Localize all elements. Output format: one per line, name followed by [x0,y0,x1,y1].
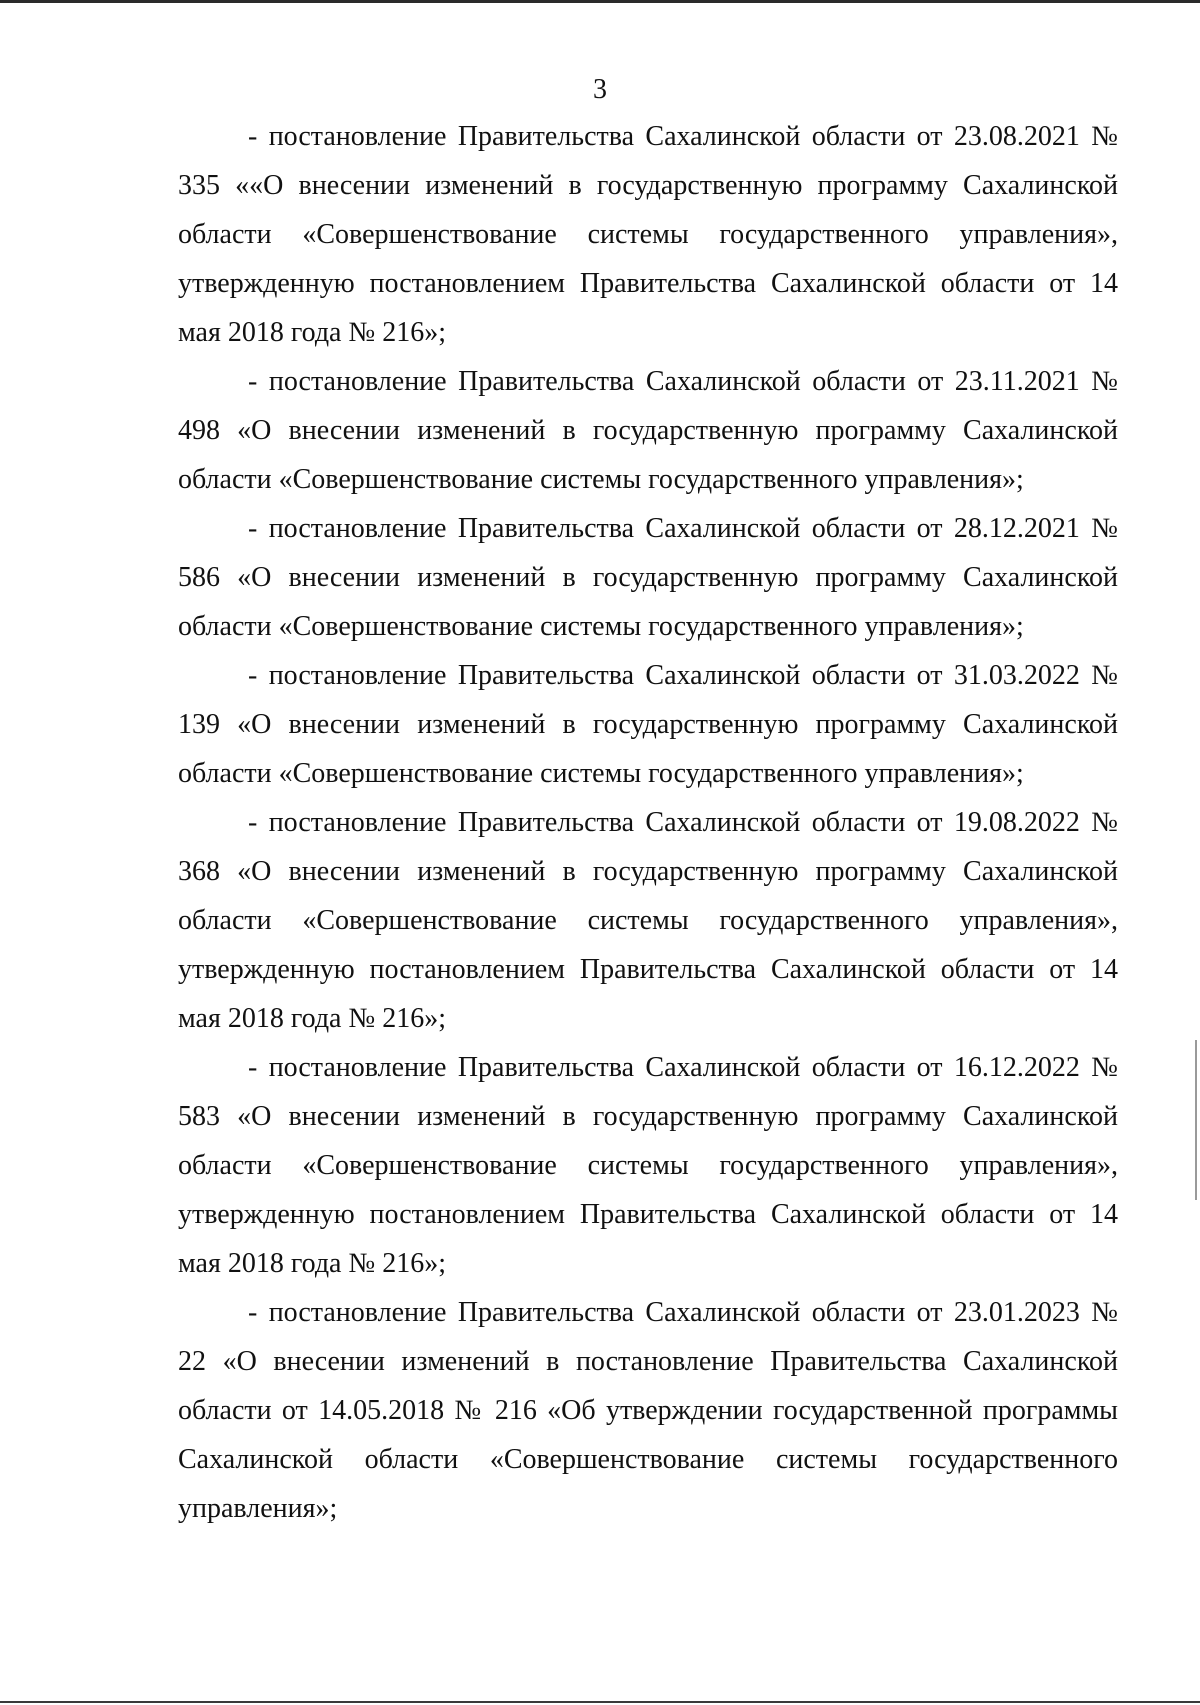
page-number: 3 [593,74,607,105]
paragraph-decree: - постановление Правительства Сахалинской области от 23.01.2023 № 22 «О внесении изменений в постановление Правительства Сахалинской области от 14.05.2018 № 216 «Об утверждении государственной программы Сахалинской области «Совершенствование системы государственного управления»; [178,1297,1118,1524]
paragraph-decree: - постановление Правительства Сахалинской области от 19.08.2022 № 368 «О внесении изменений в государственную программу Сахалинской области «Совершенствование системы государственного управления», утвержденную постановлением Правительства Сахалинской области от 14 мая 2018 года № 216»; [178,807,1118,1034]
paragraph-decree: - постановление Правительства Сахалинской области от 31.03.2022 № 139 «О внесении изменений в государственную программу Сахалинской области «Совершенствование системы государственного управления»; [178,660,1118,789]
scan-bottom-border [0,1701,1200,1703]
paragraph-decree: - постановление Правительства Сахалинской области от 16.12.2022 № 583 «О внесении изменений в государственную программу Сахалинской области «Совершенствование системы государственного управления», утвержденную постановлением Правительства Сахалинской области от 14 мая 2018 года № 216»; [178,1052,1118,1279]
scan-edge-mark [1195,1040,1197,1200]
paragraph-decree: - постановление Правительства Сахалинской области от 23.08.2021 № 335 ««О внесении изменений в государственную программу Сахалинской области «Совершенствование системы государственного управления», утвержденную постановлением Правительства Сахалинской области от 14 мая 2018 года № 216»; [178,121,1118,348]
paragraph-decree: - постановление Правительства Сахалинской области от 28.12.2021 № 586 «О внесении изменений в государственную программу Сахалинской области «Совершенствование системы государственного управления»; [178,513,1118,642]
document-body [178,112,1118,1533]
paragraph-decree: - постановление Правительства Сахалинской области от 23.11.2021 № 498 «О внесении изменений в государственную программу Сахалинской области «Совершенствование системы государственного управления»; [178,366,1118,495]
scan-top-border [0,0,1200,3]
